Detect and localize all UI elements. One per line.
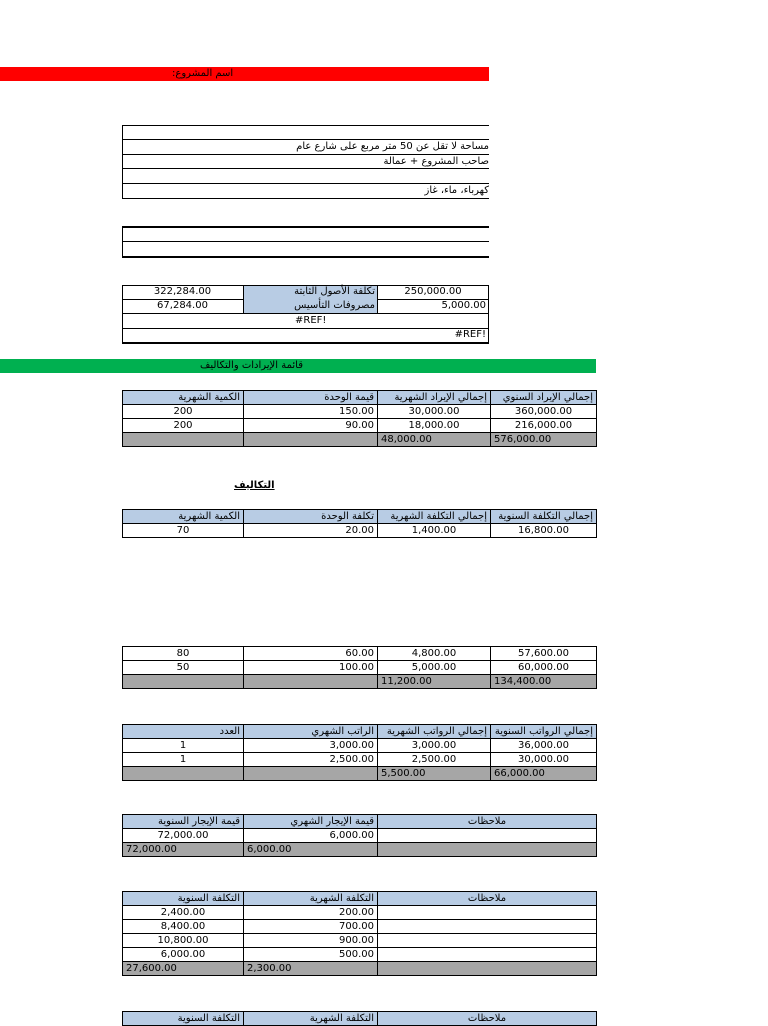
table-cell: 36,000.00 <box>491 739 597 753</box>
table-row <box>123 829 597 843</box>
revenue-costs-bar <box>0 359 596 373</box>
column-header: التكلفة الشهرية <box>244 892 378 906</box>
table-row <box>123 405 597 419</box>
requirement-staff: صاحب المشروع + عمالة <box>383 156 489 167</box>
table-cell: 1 <box>123 753 244 767</box>
table-row <box>123 948 597 962</box>
table-cell: 18,000.00 <box>378 419 491 433</box>
table-cell: 57,600.00 <box>491 647 597 661</box>
table-header-row <box>123 1012 597 1026</box>
table-cell: 100.00 <box>244 661 378 675</box>
table-total-row <box>123 433 597 447</box>
revenue-table <box>122 390 597 447</box>
table-cell <box>378 948 597 962</box>
table-row <box>123 661 597 675</box>
table-cell: 16,800.00 <box>491 524 597 538</box>
table-header-row <box>123 391 597 405</box>
table-total-row <box>123 767 597 781</box>
table-cell: 2,400.00 <box>123 906 244 920</box>
column-header: ملاحظات <box>378 892 597 906</box>
table-cell <box>378 962 597 976</box>
table-cell: 3,000.00 <box>244 739 378 753</box>
table-header-row <box>123 725 597 739</box>
table-cell: 30,000.00 <box>378 405 491 419</box>
table-cell: 70 <box>123 524 244 538</box>
table-cell: 2,300.00 <box>244 962 378 976</box>
table-header-row <box>123 815 597 829</box>
table-cell <box>123 433 244 447</box>
table-header-row <box>123 892 597 906</box>
column-header: العدد <box>123 725 244 739</box>
table-cell: 900.00 <box>244 934 378 948</box>
table-row <box>123 524 597 538</box>
table-row <box>123 739 597 753</box>
column-header: إجمالي الإيراد الشهرية <box>378 391 491 405</box>
table-cell: 6,000.00 <box>244 829 378 843</box>
table-cell: 10,800.00 <box>123 934 244 948</box>
setup-costs-total: 67,284.00 <box>157 300 208 311</box>
table-total-row <box>123 675 597 689</box>
table-cell: 60,000.00 <box>491 661 597 675</box>
table-cell <box>123 675 244 689</box>
table-cell <box>123 767 244 781</box>
fixed-assets-label: تكلفة الأصول الثابتة <box>294 286 375 297</box>
fixed-assets-total: 322,284.00 <box>153 286 212 297</box>
column-header: إجمالي التكلفة الشهرية <box>378 510 491 524</box>
table-cell: 6,000.00 <box>123 948 244 962</box>
column-header: التكلفة السنوية <box>123 892 244 906</box>
table-cell: 576,000.00 <box>491 433 597 447</box>
column-header: تكلفة الوحدة <box>244 510 378 524</box>
project-name-label: :اسم المشروع <box>172 68 234 79</box>
table-row <box>123 753 597 767</box>
table-cell: 30,000.00 <box>491 753 597 767</box>
table-cell: 216,000.00 <box>491 419 597 433</box>
column-header: إجمالي الرواتب الشهرية <box>378 725 491 739</box>
table-cell <box>378 829 597 843</box>
table-cell: 6,000.00 <box>244 843 378 857</box>
table-row <box>123 647 597 661</box>
table-cell: 200 <box>123 419 244 433</box>
column-header: الراتب الشهري <box>244 725 378 739</box>
table-cell: 2,500.00 <box>244 753 378 767</box>
column-header: الكمية الشهرية <box>123 391 244 405</box>
salary-table <box>122 724 597 781</box>
table-total-row <box>123 962 597 976</box>
table-cell: 60.00 <box>244 647 378 661</box>
table-cell: 20.00 <box>244 524 378 538</box>
table-row <box>123 419 597 433</box>
expense-table <box>122 891 597 976</box>
table-cell <box>378 906 597 920</box>
table-total-row <box>123 843 597 857</box>
table-cell <box>244 675 378 689</box>
table-cell: 8,400.00 <box>123 920 244 934</box>
revenue-costs-title: قائمة الإيرادات والتكاليف <box>200 360 303 371</box>
table-cell <box>378 843 597 857</box>
table-cell: 200 <box>123 405 244 419</box>
table-cell: 150.00 <box>244 405 378 419</box>
table-cell: 27,600.00 <box>123 962 244 976</box>
table-cell <box>244 433 378 447</box>
table-cell: 80 <box>123 647 244 661</box>
table-cell: 72,000.00 <box>123 843 244 857</box>
table-cell: 3,000.00 <box>378 739 491 753</box>
table-cell <box>378 934 597 948</box>
column-header: إجمالي الإيراد السنوي <box>491 391 597 405</box>
table-cell: 5,500.00 <box>378 767 491 781</box>
table-cell: 134,400.00 <box>491 675 597 689</box>
column-header: التكلفة الشهرية <box>244 1012 378 1026</box>
table-header-row <box>123 510 597 524</box>
table-cell: 48,000.00 <box>378 433 491 447</box>
ref-error-mid: #REF! <box>295 315 327 326</box>
table-cell: 50 <box>123 661 244 675</box>
project-name-bar <box>0 67 489 81</box>
setup-costs-label: مصروفات التأسيس <box>294 300 375 311</box>
table-cell: 90.00 <box>244 419 378 433</box>
column-header: قيمة الإيجار الشهري <box>244 815 378 829</box>
column-header: ملاحظات <box>378 1012 597 1026</box>
ref-error-right: #REF! <box>454 329 486 340</box>
rent-table <box>122 814 597 857</box>
table-cell: 500.00 <box>244 948 378 962</box>
fixed-assets-value: 250,000.00 <box>404 286 462 297</box>
column-header: قيمة الوحدة <box>244 391 378 405</box>
column-header: التكلفة السنوية <box>123 1012 244 1026</box>
table-row <box>123 906 597 920</box>
table-cell: 700.00 <box>244 920 378 934</box>
requirement-area: مساحة لا تقل عن 50 متر مربع على شارع عام <box>296 141 489 152</box>
column-header: قيمة الإيجار السنوية <box>123 815 244 829</box>
cost-table-2 <box>122 646 597 689</box>
table-cell <box>378 920 597 934</box>
table-cell: 5,000.00 <box>378 661 491 675</box>
table-cell: 11,200.00 <box>378 675 491 689</box>
column-header: الكمية الشهرية <box>123 510 244 524</box>
column-header: ملاحظات <box>378 815 597 829</box>
table-cell: 1,400.00 <box>378 524 491 538</box>
column-header: إجمالي الرواتب السنوية <box>491 725 597 739</box>
setup-costs-value: 5,000.00 <box>441 300 486 311</box>
table-cell: 1 <box>123 739 244 753</box>
table-cell: 2,500.00 <box>378 753 491 767</box>
table-cell: 72,000.00 <box>123 829 244 843</box>
table-cell: 360,000.00 <box>491 405 597 419</box>
requirement-utilities: كهرباء، ماء، غاز <box>424 185 489 196</box>
table-cell: 66,000.00 <box>491 767 597 781</box>
table-cell <box>244 767 378 781</box>
table-cell: 4,800.00 <box>378 647 491 661</box>
table-cell: 200.00 <box>244 906 378 920</box>
table-row <box>123 920 597 934</box>
table-row <box>123 934 597 948</box>
column-header: إجمالي التكلفة السنوية <box>491 510 597 524</box>
costs-heading: التكاليف <box>234 480 275 491</box>
cost-table <box>122 509 597 538</box>
